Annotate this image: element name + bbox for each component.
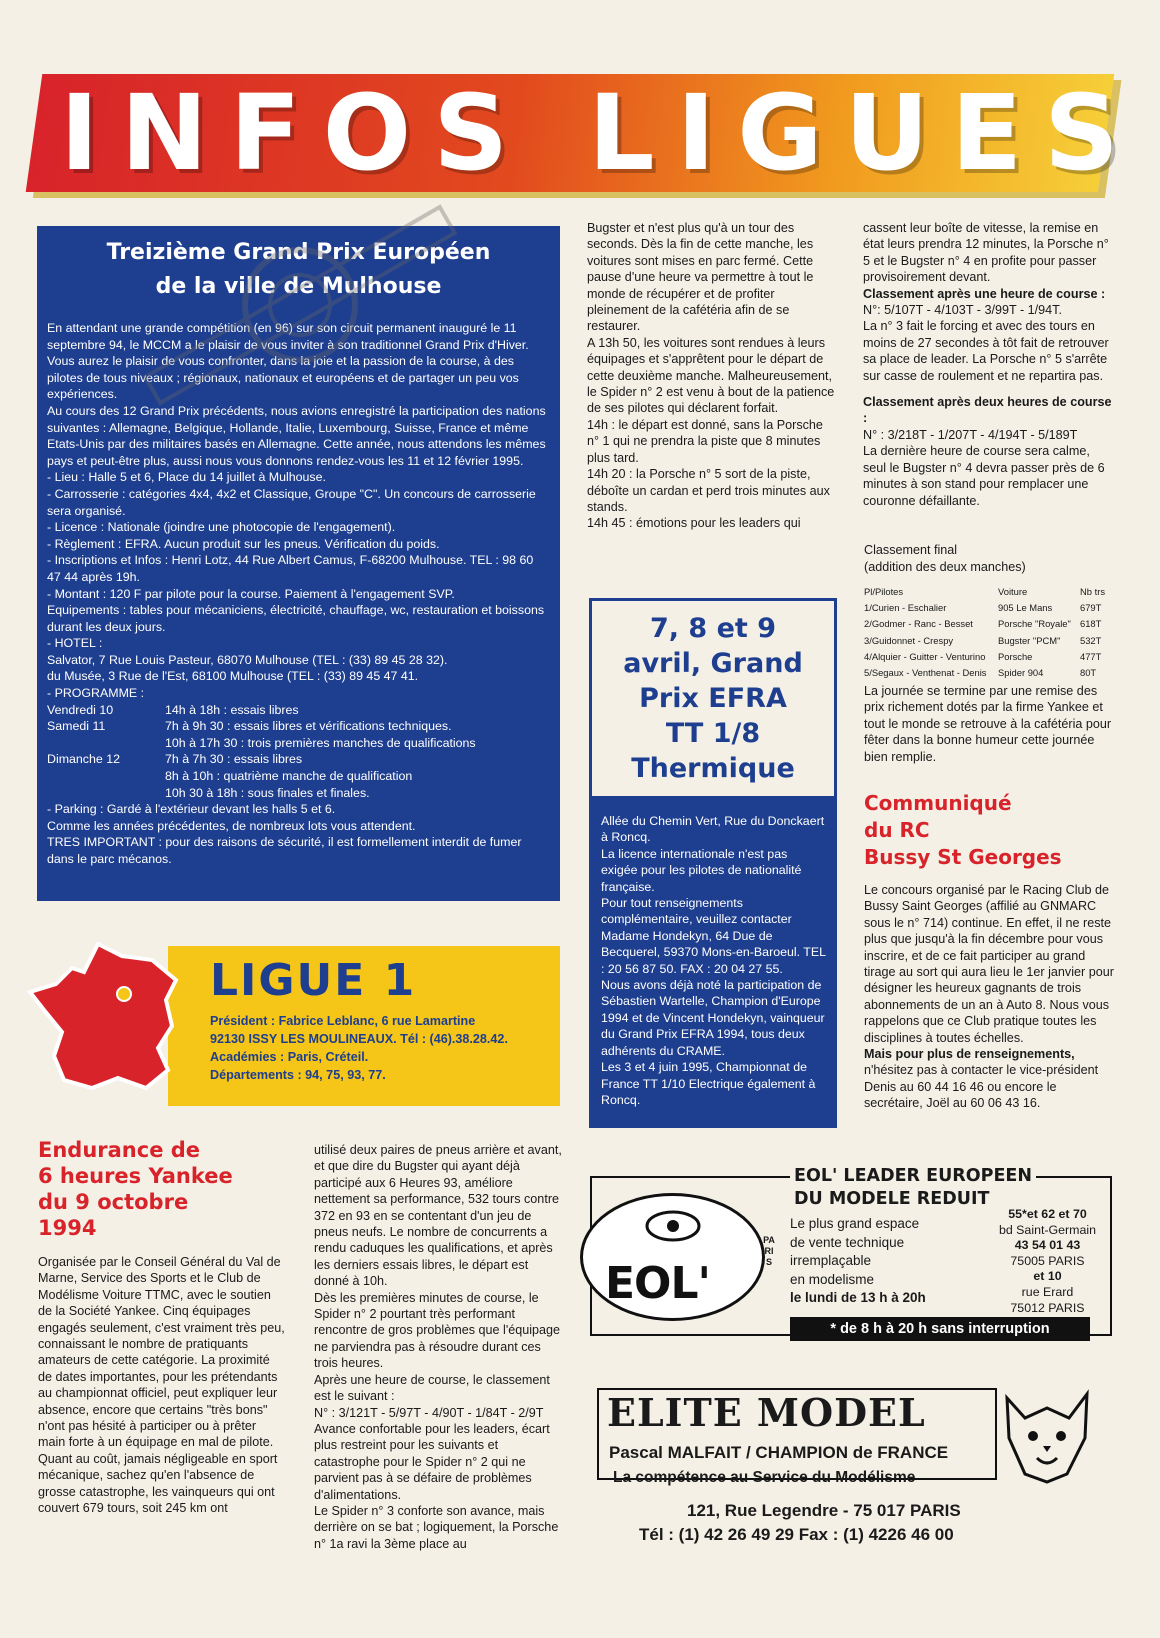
elite-line: Pascal MALFAIT / CHAMPION de FRANCE bbox=[609, 1443, 949, 1462]
eol-line: 55*et 62 et 70 bbox=[1008, 1207, 1087, 1221]
table-header-row bbox=[864, 584, 1114, 600]
class2-values: N° : 3/218T - 1/207T - 4/194T - 5/189T bbox=[863, 427, 1078, 442]
efra-title-line: 7, 8 et 9 bbox=[649, 613, 777, 644]
wolf-mascot-icon bbox=[987, 1378, 1105, 1488]
endurance-paragraph: Le Spider n° 3 conforte son avance, mais derrière on se bat ; logiquement, la Porsche n° 1a ravi la 3ème place au bbox=[314, 1503, 559, 1551]
bussy-body bbox=[864, 882, 1114, 1112]
endurance-paragraph: 14h 45 : émotions pour les leaders qui bbox=[587, 516, 801, 531]
ligue1-box bbox=[168, 946, 560, 1106]
gp-paragraph: Vous aurez le plaisir de vous confronter, dans la joie et la passion de la course, à des pilotes de tous niveaux ; régionaux, nationaux et européens et de partager un peu vos expériences. bbox=[47, 354, 519, 402]
endurance-col4 bbox=[863, 220, 1113, 509]
final-title: Classement final bbox=[864, 543, 958, 557]
endurance-paragraph: 14h : le départ est donné, sans la Porsche n° 1 qui ne prendra la piste que 8 minutes plus tard. bbox=[587, 417, 823, 465]
final-text: La journée se termine par une remise des prix richement dotés par la firme Yankee et tout le monde se retrouve à la cafétéria pour fêter dans la bonne humeur cette journée bien remplie. bbox=[864, 684, 1112, 764]
final-results-table bbox=[864, 584, 1114, 681]
gp-paragraph: - Carrosserie : catégories 4x4, 4x2 et Classique, Groupe "C". Un concours de carrosserie sera organisé. bbox=[47, 486, 536, 518]
efra-title bbox=[589, 598, 837, 799]
table-cell: 80T bbox=[1080, 667, 1097, 679]
endurance-title-line: 6 heures Yankee bbox=[38, 1164, 233, 1188]
gp-mulhouse-body bbox=[47, 320, 550, 868]
table-header: Pl/Pilotes bbox=[864, 586, 904, 597]
table-cell: 3/Guidonnet - Crespy bbox=[864, 634, 954, 646]
endurance-paragraph: Avance confortable pour les leaders, écart plus restreint pour les suivants et catastrophe pour le Spider n° 2 qui ne parvient pas à se défaire de problèmes d'alimentations. bbox=[314, 1421, 550, 1502]
table-cell: 1/Curien - Eschalier bbox=[864, 602, 947, 614]
eol-line: irremplaçable bbox=[790, 1253, 872, 1268]
endurance-title-line: Endurance de bbox=[38, 1138, 201, 1162]
table-cell: Bugster "PCM" bbox=[998, 634, 1061, 646]
efra-box bbox=[589, 598, 837, 1128]
endurance-paragraph: A 13h 50, les voitures sont rendues à leurs équipages et s'apprêtent pour le départ de cette deuxième manche. Malheureusement, le Spider n° 2 est venu à bout de la patience de ses pilotes qui déclarent forfait. bbox=[587, 335, 835, 416]
efra-paragraph: Les 3 et 4 juin 1995, Championnat de France TT 1/10 Electrique également à Roncq. bbox=[601, 1060, 816, 1107]
eol-heading-line: EOL' LEADER EUROPEEN bbox=[794, 1166, 1033, 1186]
gp-footer: Comme les années précédentes, de nombreux lots vous attendent. bbox=[47, 818, 416, 833]
propeller-icon bbox=[643, 1206, 703, 1246]
table-row bbox=[864, 600, 1114, 616]
table-row bbox=[864, 633, 1114, 649]
gp-paragraph: - Lieu : Halle 5 et 6, Place du 14 juillet à Mulhouse. bbox=[47, 470, 326, 485]
endurance-paragraph: Bugster et n'est plus qu'à un tour des seconds. Dès la fin de cette manche, les voitures sont mises en parc fermé. Cette pause d'une heure va permettre à tout le monde de récupérer et de profiter pleinement de la cafétéria afin de se restaurer. bbox=[587, 221, 814, 334]
table-header: Voiture bbox=[998, 586, 1028, 597]
programme-line: 8h à 10h : quatrième manche de qualification bbox=[165, 769, 413, 784]
bussy-title-line: Bussy St Georges bbox=[864, 845, 1062, 869]
ligue1-president: Président : Fabrice Leblanc, 6 rue Lamartine bbox=[210, 1014, 476, 1028]
gp-paragraph: Equipements : tables pour mécaniciens, électricité, chauffage, wc, restauration et boissons durant les deux jours. bbox=[47, 603, 545, 634]
gp-paragraph: - PROGRAMME : bbox=[47, 686, 145, 701]
eol-line: bd Saint-Germain bbox=[998, 1222, 1097, 1237]
programme-row bbox=[47, 718, 550, 751]
efra-title-line: avril, Grand bbox=[623, 648, 803, 679]
class1-text: La n° 3 fait le forcing et avec des tours en moins de 27 secondes à tôt fait de retrouver sa place de leader. La Porsche n° 5 s'arrête sur casse de roulement et ne repartira pas. bbox=[863, 319, 1109, 383]
eol-left-text bbox=[790, 1215, 926, 1308]
gp-paragraph: Salvator, 7 Rue Louis Pasteur, 68070 Mulhouse (TEL : (33) 89 45 28 32). bbox=[47, 652, 448, 667]
gp-mulhouse-box bbox=[37, 226, 560, 901]
table-cell: 477T bbox=[1080, 650, 1102, 662]
ligue1-departements: Départements : 94, 75, 93, 77. bbox=[210, 1068, 386, 1082]
class1-values: N°: 5/107T - 4/103T - 3/99T - 1/94T. bbox=[863, 303, 1062, 318]
eol-line: Le plus grand espace bbox=[790, 1216, 920, 1231]
bussy-title bbox=[864, 790, 1062, 871]
programme-line: 7h à 9h 30 : essais libres et vérifications techniques. bbox=[165, 719, 452, 734]
elite-title: ELITE MODEL bbox=[607, 1390, 926, 1435]
programme-day: Samedi 11 bbox=[47, 719, 106, 734]
gp-paragraph: - Licence : Nationale (joindre une photocopie de l'engagement). bbox=[47, 520, 396, 535]
endurance-paragraph: N° : 3/121T - 5/97T - 4/90T - 1/84T - 2/9T bbox=[314, 1405, 544, 1420]
gp-paragraph: - HOTEL : bbox=[47, 636, 103, 651]
efra-title-line: TT 1/8 bbox=[665, 718, 761, 749]
programme-day: Dimanche 12 bbox=[47, 752, 121, 767]
programme-day: Vendredi 10 bbox=[47, 702, 114, 717]
gp-footer: - Parking : Gardé à l'extérieur devant les halls 5 et 6. bbox=[47, 802, 336, 817]
elite-model-advert bbox=[597, 1388, 1115, 1546]
gp-paragraph: - Inscriptions et Infos : Henri Lotz, 44 Rue Albert Camus, F-68200 Mulhouse. TEL : 98 60 47 44 après 19h. bbox=[47, 553, 534, 584]
eol-line: 75005 PARIS bbox=[1010, 1253, 1085, 1268]
gp-paragraph: - Montant : 120 F par pilote pour la course. Paiement à l'engagement SVP. bbox=[47, 586, 455, 601]
ligue1-academies: Académies : Paris, Créteil. bbox=[210, 1050, 369, 1064]
eol-hours-bar: * de 8 h à 20 h sans interruption bbox=[790, 1317, 1090, 1341]
elite-line: La compétence au Service du Modélisme bbox=[613, 1469, 916, 1486]
table-cell: 618T bbox=[1080, 618, 1102, 630]
gp-mulhouse-title-2: de la ville de Mulhouse bbox=[155, 274, 442, 299]
endurance-title-line: 1994 bbox=[38, 1216, 97, 1240]
programme-line: 7h à 7h 30 : essais libres bbox=[165, 752, 303, 767]
ligue1-address: 92130 ISSY LES MOULINEAUX. Tél : (46).38.28.42. bbox=[210, 1032, 508, 1046]
programme-line: 10h 30 à 18h : sous finales et finales. bbox=[165, 785, 370, 800]
elite-line: 121, Rue Legendre - 75 017 PARIS bbox=[687, 1501, 961, 1520]
banner-title: INFOS LIGUES bbox=[60, 72, 1142, 194]
gp-footer: TRES IMPORTANT : pour des raisons de sécurité, il est formellement interdit de fumer dans le parc mécanos. bbox=[47, 835, 522, 866]
efra-title-line: Prix EFRA bbox=[639, 683, 787, 714]
france-map-icon bbox=[26, 938, 186, 1098]
endurance-paragraph: 14h 20 : la Porsche n° 5 sort de la piste, déboîte un cardan et perd trois minutes aux stands. bbox=[587, 467, 830, 514]
eol-line: le lundi de 13 h à 20h bbox=[790, 1290, 926, 1305]
class2-text: La dernière heure de course sera calme, seul le Bugster n° 4 devra passer près de 6 minutes à son stand pour remplacer une couronne défaillante. bbox=[863, 444, 1105, 508]
table-cell: Porsche "Royale" bbox=[998, 618, 1071, 630]
table-row bbox=[864, 616, 1114, 632]
table-cell: 679T bbox=[1080, 602, 1102, 614]
table-cell: 2/Godmer - Ranc - Besset bbox=[864, 618, 973, 630]
gp-paragraph: En attendant une grande compétition (en 96) sur son circuit permanent inauguré le 11 septembre 94, le MCCM a le plaisir de vous inviter à son traditionnel Grand Prix d'Hiver. bbox=[47, 321, 529, 352]
eol-line: rue Erard bbox=[1021, 1284, 1074, 1299]
class2-title: Classement après deux heures de course : bbox=[863, 395, 1112, 426]
endurance-paragraph: Dès les premières minutes de course, le Spider n° 2 pourtant très performant rencontre de gros problèmes que l'équipage ne parviendra pas à résoudre durant ces trois heures. bbox=[314, 1290, 561, 1371]
table-cell: 4/Alquier - Guitter - Venturino bbox=[864, 650, 986, 662]
table-row bbox=[864, 665, 1114, 681]
table-row bbox=[864, 649, 1114, 665]
endurance-col3 bbox=[587, 220, 837, 532]
ligue1-title: LIGUE 1 bbox=[210, 955, 417, 1006]
eol-right-text bbox=[985, 1207, 1110, 1316]
eol-logo-text: EOL' bbox=[605, 1258, 710, 1309]
gp-paragraph: Au cours des 12 Grand Prix précédents, nous avions enregistré la participation des nations suivantes : Allemagne, Belgique, Hollande, Italie, Luxembourg, Suisse, France et même Etats-Unis par des militaires basés en Allemagne. Cette année, nous attendons les mêmes pays et peut-être plus, aussi nous vous donnons rendez-vous les 11 et 12 février 1995. bbox=[47, 403, 546, 468]
eol-line: et 10 bbox=[1033, 1269, 1062, 1284]
eol-paris: PARIS bbox=[763, 1235, 775, 1267]
bussy-text2: n'hésitez pas à contacter le vice-président Denis au 60 44 16 46 ou encore le secrétaire, Joël au 60 06 43 16. bbox=[864, 1063, 1099, 1111]
programme-line: 14h à 18h : essais libres bbox=[165, 702, 299, 717]
table-cell: 905 Le Mans bbox=[998, 602, 1053, 614]
eol-line: 75012 PARIS bbox=[1010, 1300, 1085, 1315]
table-cell: Porsche bbox=[998, 650, 1033, 662]
efra-paragraph: Allée du Chemin Vert, Rue du Donckaert à Roncq. bbox=[601, 814, 825, 845]
efra-paragraph: Nous avons déjà noté la participation de Sébastien Wartelle, Champion d'Europe 1994 et de Vincent Hondekyn, vainqueur du Grand Prix EFRA 1994, tous deux adhérents du CRAME. bbox=[601, 978, 825, 1058]
programme-row bbox=[47, 751, 550, 801]
eol-line: en modelisme bbox=[790, 1271, 875, 1287]
final-text-block bbox=[864, 683, 1114, 765]
final-title-block bbox=[864, 542, 1114, 576]
gp-mulhouse-title-1: Treizième Grand Prix Européen bbox=[106, 240, 491, 265]
bussy-text: Le concours organisé par le Racing Club de Bussy Saint Georges (affilié au GNMARC sous le n° 714) continue. En effet, il ne reste plus que jusqu'à la fin décembre pour vous inscrire, et de ce fait participer au grand tirage au sort qui aura lieu le 1er janvier pour désigner les heureux gagnants de trois abonnements de un an à Auto 8. Nous vous rappelons que ce Club pratique toutes les disciplines à toutes échelles. bbox=[864, 883, 1114, 1045]
eol-heading-line: DU MODELE REDUIT bbox=[794, 1189, 990, 1209]
bussy-title-line: du RC bbox=[864, 818, 930, 842]
efra-paragraph: Pour tout renseignements complémentaire, veuillez contacter Madame Hondekyn, 64 Due de Becquerel, 59370 Mons-en-Baroeul. TEL : 20 56 87 50. FAX : 20 04 27 55. bbox=[601, 896, 826, 976]
eol-advert bbox=[580, 1165, 1114, 1345]
endurance-paragraph: utilisé deux paires de pneus arrière et avant, et que dire du Bugster qui ayant déjà participé aux 6 Heures 93, améliore nettement sa performance, 532 tours contre 372 en 93 en se contentant d'un jeu de pneus neufs. Le nombre de concurrents a rendu caduques les qualifications, et après les derniers essais libres, le départ est donné à 10h. bbox=[314, 1143, 562, 1289]
programme-row bbox=[47, 702, 550, 719]
table-cell: 532T bbox=[1080, 634, 1102, 646]
eol-heading bbox=[790, 1165, 1036, 1211]
bussy-bold: Mais pour plus de renseignements, bbox=[864, 1047, 1075, 1062]
efra-paragraph: La licence internationale n'est pas exigée pour les pilotes de nationalité française. bbox=[601, 846, 802, 894]
efra-title-line: Thermique bbox=[631, 753, 795, 784]
bussy-title-line: Communiqué bbox=[864, 791, 1012, 815]
elite-line: Tél : (1) 42 26 49 29 Fax : (1) 4226 46 00 bbox=[639, 1525, 954, 1544]
eol-line: de vente technique bbox=[790, 1234, 905, 1250]
efra-body bbox=[589, 799, 837, 1108]
class1-title: Classement après une heure de course : bbox=[863, 286, 1106, 301]
programme-line: 10h à 17h 30 : trois premières manches de qualifications bbox=[165, 735, 476, 750]
eol-logo bbox=[580, 1193, 765, 1321]
eol-line: 43 54 01 43 bbox=[1014, 1238, 1081, 1253]
endurance-col2 bbox=[314, 1142, 564, 1552]
endurance-paragraph: cassent leur boîte de vitesse, la remise en état leurs prendra 12 minutes, la Porsche n° 5 et le Bugster n° 4 en profite pour passer provisoirement devant. bbox=[863, 221, 1109, 285]
table-header: Nb trs bbox=[1080, 586, 1106, 597]
endurance-paragraph: Organisée par le Conseil Général du Val de Marne, Service des Sports et le Club de Modélisme Voiture TTMC, avec le soutien de la Société Yankee. Cinq équipages engagés seulement, c'est vraiment très peu, connaissant le nombre de pratiquants amateurs de cette catégorie. La proximité de dates importantes, pour les prétendants au championnat officiel, peut expliquer leur absence, encore que certains "très bons" n'ont pas hésité à participer ou à prêter main forte à un équipage en mal de pilote. Quant au coût, jamais négligeable en sport mécanique, sachez qu'en l'absence de grosse catastrophe, les vainqueurs qui ont couvert 679 tours, soit 245 km ont bbox=[38, 1255, 285, 1516]
endurance-title-line: du 9 octobre bbox=[38, 1190, 189, 1214]
table-cell: Spider 904 bbox=[998, 667, 1044, 679]
final-subtitle: (addition des deux manches) bbox=[864, 560, 1026, 574]
endurance-title bbox=[38, 1137, 233, 1241]
gp-paragraph: du Musée, 3 Rue de l'Est, 68100 Mulhouse (TEL : (33) 89 45 47 41. bbox=[47, 669, 419, 684]
ligue1-info bbox=[210, 1012, 560, 1084]
table-cell: 5/Segaux - Venthenat - Denis bbox=[864, 667, 987, 679]
endurance-paragraph: Après une heure de course, le classement est le suivant : bbox=[314, 1372, 550, 1404]
gp-paragraph: - Règlement : EFRA. Aucun produit sur les pneus. Vérification du poids. bbox=[47, 536, 440, 551]
endurance-col1 bbox=[38, 1254, 286, 1517]
